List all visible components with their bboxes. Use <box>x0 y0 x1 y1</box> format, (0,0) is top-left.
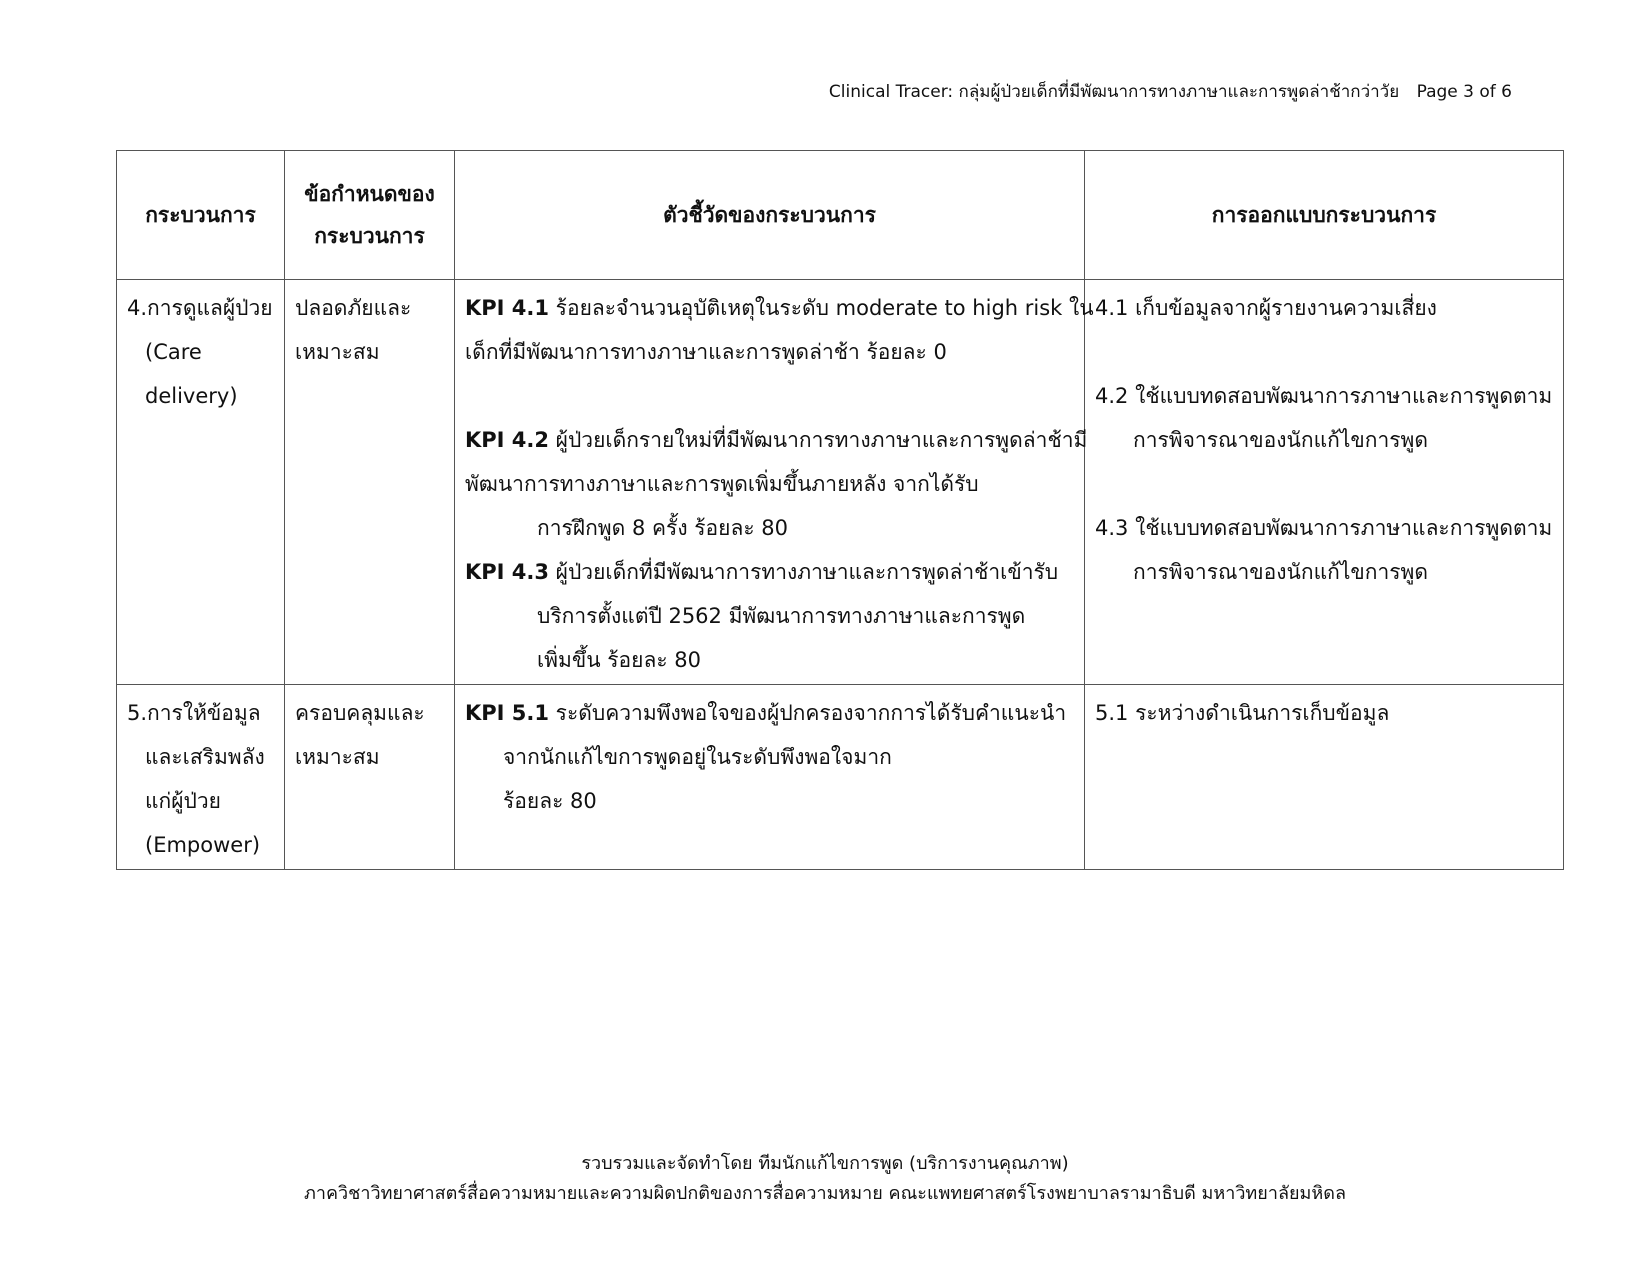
requirement-line: ปลอดภัยและ <box>295 296 412 320</box>
design-item: 4.1 เก็บข้อมูลจากผู้รายงานความเสี่ยง <box>1095 296 1437 320</box>
document-title: Clinical Tracer: กลุ่มผู้ป่วยเด็กที่มีพัฒนาการทางภาษาและการพูดล่าช้ากว่าวัย <box>828 82 1400 102</box>
kpi-text: ร้อยละจำนวนอุบัติเหตุในระดับ moderate to high risk ใน <box>549 296 1094 320</box>
kpi-4-1 <box>465 286 1094 330</box>
process-line: แก่ผู้ป่วย <box>145 789 221 813</box>
header-requirement-line1: ข้อกำหนดของ <box>304 182 435 206</box>
kpi-text: เด็กที่มีพัฒนาการทางภาษาและการพูดล่าช้า ร้อยละ 0 <box>465 340 947 364</box>
design-item: 4.3 ใช้แบบทดสอบพัฒนาการภาษาและการพูดตาม <box>1095 516 1553 540</box>
requirement-cell <box>285 280 455 685</box>
kpi-4-3 <box>465 550 1074 594</box>
kpi-text: จากนักแก้ไขการพูดอยู่ในระดับพึงพอใจมาก <box>503 745 892 769</box>
kpi-text: พัฒนาการทางภาษาและการพูดเพิ่มขึ้นภายหลัง จากได้รับ <box>465 472 979 496</box>
process-line: delivery) <box>145 384 238 408</box>
process-cell <box>117 280 285 685</box>
kpi-text: เพิ่มขึ้น ร้อยละ 80 <box>537 648 701 672</box>
kpi-label: KPI 4.1 <box>465 296 549 320</box>
indicator-cell <box>455 685 1085 870</box>
process-line: (Empower) <box>145 833 261 857</box>
process-cell <box>117 685 285 870</box>
kpi-5-1 <box>465 691 1074 735</box>
design-cell <box>1085 280 1564 685</box>
header-process: กระบวนการ <box>117 151 285 280</box>
process-table <box>116 150 1564 870</box>
table-header-row <box>117 151 1564 280</box>
footer-credit: รวบรวมและจัดทำโดย ทีมนักแก้ไขการพูด (บริการงานคุณภาพ) <box>581 1153 1069 1174</box>
design-item: 5.1 ระหว่างดำเนินการเก็บข้อมูล <box>1095 701 1390 725</box>
kpi-label: KPI 4.3 <box>465 560 549 584</box>
header-design: การออกแบบกระบวนการ <box>1085 151 1564 280</box>
process-line: (Care <box>145 340 202 364</box>
requirement-line: ครอบคลุมและ <box>295 701 425 725</box>
kpi-text: ร้อยละ 80 <box>503 789 597 813</box>
indicator-cell <box>455 280 1094 685</box>
table-row <box>117 685 1564 870</box>
design-item: 4.2 ใช้แบบทดสอบพัฒนาการภาษาและการพูดตาม <box>1095 384 1553 408</box>
header-indicators: ตัวชี้วัดของกระบวนการ <box>455 151 1085 280</box>
kpi-label: KPI 5.1 <box>465 701 549 725</box>
kpi-text: ผู้ป่วยเด็กรายใหม่ที่มีพัฒนาการทางภาษาและการพูดล่าช้ามี <box>549 428 1088 452</box>
process-line: 5.การให้ข้อมูล <box>127 701 261 725</box>
kpi-4-2 <box>465 418 1088 462</box>
design-item-continued: การพิจารณาของนักแก้ไขการพูด <box>1133 428 1429 452</box>
page-header <box>829 78 1512 105</box>
header-requirement <box>285 151 455 280</box>
table-row <box>117 280 1564 685</box>
kpi-text: การฝึกพูด 8 ครั้ง ร้อยละ 80 <box>537 516 788 540</box>
kpi-text: บริการตั้งแต่ปี 2562 มีพัฒนาการทางภาษาและการพูด <box>537 604 1026 628</box>
design-item-continued: การพิจารณาของนักแก้ไขการพูด <box>1133 560 1429 584</box>
requirement-cell <box>285 685 455 870</box>
requirement-line: เหมาะสม <box>295 340 380 364</box>
kpi-label: KPI 4.2 <box>465 428 549 452</box>
process-line: และเสริมพลัง <box>145 745 265 769</box>
footer-department: ภาควิชาวิทยาศาสตร์สื่อความหมายและความผิดปกติของการสื่อความหมาย คณะแพทยศาสตร์โรงพยาบาลรามาธิบดี มหาวิทยาลัยมหิดล <box>304 1183 1346 1204</box>
header-requirement-line2: กระบวนการ <box>314 224 425 248</box>
page-number: Page 3 of 6 <box>1416 82 1512 102</box>
requirement-line: เหมาะสม <box>295 745 380 769</box>
kpi-text: ผู้ป่วยเด็กที่มีพัฒนาการทางภาษาและการพูดล่าช้าเข้ารับ <box>549 560 1059 584</box>
design-cell <box>1085 685 1564 870</box>
process-line: 4.การดูแลผู้ป่วย <box>127 296 273 320</box>
kpi-text: ระดับความพึงพอใจของผู้ปกครองจากการได้รับคำแนะนำ <box>549 701 1067 725</box>
